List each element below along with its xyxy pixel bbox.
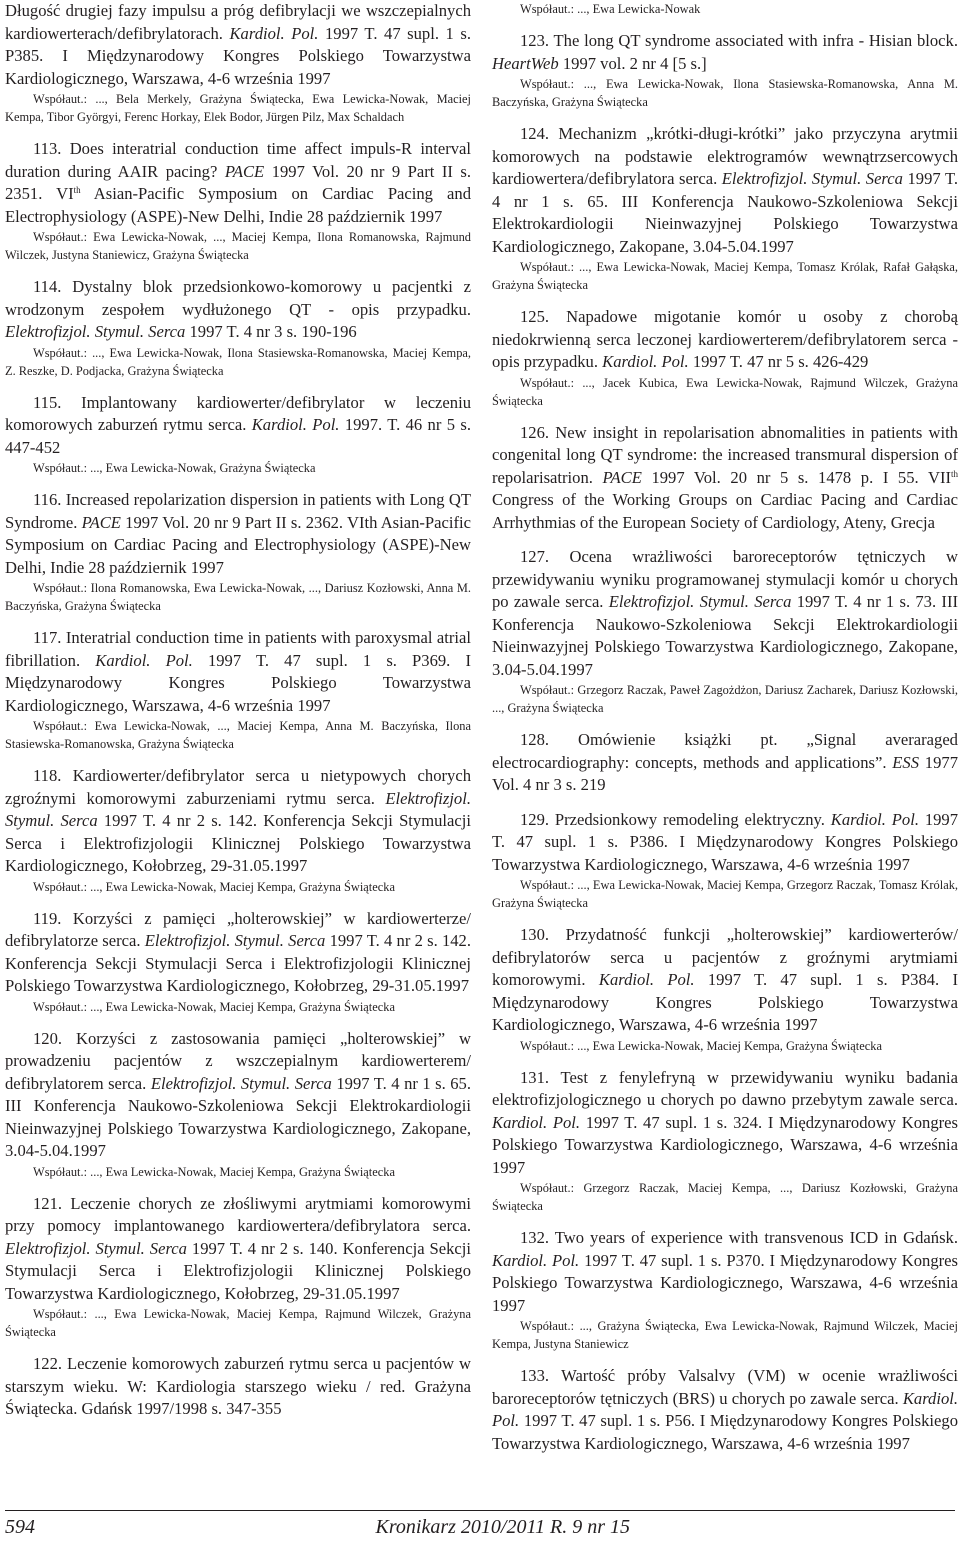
journal-name: Elektrofizjol. Stymul. Serca <box>5 1238 187 1258</box>
entry-details: 1997 T. 4 nr 1 s. 73. III Konferencja Naukowo-Szkoleniowa Sekcji Elektrokardiologii Nieinwazyjnej Polskiego Towarzystwa Kardiologicznego, Zakopane, 3.04-5.04.1997 <box>492 592 958 679</box>
entry-number: 125. <box>520 307 550 326</box>
entry-details: 1997 T. 47 supl. 1 s. P370. I Międzynarodowy Kongres Polskiego Towarzystwa Kardiologicznego, Warszawa, 4-6 września 1997 <box>492 1250 959 1315</box>
entry-title: Does interatrial conduction time affect impuls-R interval duration during AAIR pacing? <box>5 139 471 181</box>
entry-number: 132. <box>520 1228 550 1247</box>
coauthors: Współaut.: ..., Ewa Lewicka-Nowak, Ilona Stasiewska-Romanowska, Maciej Kempa, Z. Reszke, D. Podjacka, Grażyna Świątecka <box>5 345 471 378</box>
journal-name: Kardiol. Pol. <box>602 352 689 371</box>
entry-title: Implantowany kardiowerter/defibrylator w leczeniu komorowych zaburzeń rytmu serca. <box>5 392 471 434</box>
entry-number: 115. <box>33 392 62 412</box>
journal-name: Elektrofizjol. Stymul. Serca <box>608 592 792 611</box>
coauthors: Współaut.: Grzegorz Raczak, Paweł Zagożdżon, Dariusz Zacharek, Dariusz Kozłowski, ..., Grażyna Świątecka <box>492 683 958 715</box>
entry-details: 1997 Vol. 20 nr 9 Part II s. 2351. VI <box>5 161 472 203</box>
coauthors: Współaut.: ..., Ewa Lewicka-Nowak, Maciej Kempa, Grażyna Świątecka <box>33 999 395 1014</box>
entry-number: 118. <box>33 766 62 785</box>
entry-title: Interatrial conduction time in patients with paroxysmal atrial fibrillation. <box>5 628 472 670</box>
entry-details: 1997 T. 47 supl. 1 s. P386. I Międzynarodowy Kongres Polskiego Towarzystwa Kardiologicznego, Warszawa, 4-6 września 1997 <box>492 809 958 874</box>
entry-title: Długość drugiej fazy impulsu a próg defibrylacji we wszczepialnych kardiowerterach/defibrylatorach. <box>5 1 471 43</box>
bibliography-entry-124 <box>492 123 958 294</box>
coauthors: Współaut.: ..., Ewa Lewicka-Nowak, Grażyna Świątecka <box>33 461 316 475</box>
entry-title: Napadowe migotanie komór u osoby z chorobą niedokrwienną serca leczonej kardiowerterem/defibrylatorem serca - opis przypadku. <box>492 307 959 371</box>
right-column <box>492 0 958 1455</box>
bibliography-entry-118 <box>5 765 471 896</box>
bibliography-entry-126 <box>492 422 958 535</box>
entry-details: 1997 Vol. 20 nr 9 Part II s. 2362. VIth Asian-Pacific Symposium on Cardiac Pacing and Electrophysiology (ASPE)-New Delhi, Indie 28 październik 1997 <box>5 512 471 577</box>
journal-name: Kardiol. Pol. <box>830 809 919 829</box>
entry-title: Ocena wrażliwości baroreceptorów tętniczych w przewidywaniu wyniku programowanej stymulacji komór u chorych po zawale serca. <box>492 547 958 611</box>
coauthors: Współaut.: ..., Ewa Lewicka-Nowak, Maciej Kempa, Rajmund Wilczek, Grażyna Świątecka <box>5 1307 471 1339</box>
bibliography-entry-127 <box>492 546 958 717</box>
entry-title: Omówienie książki pt. „Signal averaraged electrocardiography: concepts, methods and applications”. <box>492 730 958 772</box>
entry-title: Two years of experience with transvenous ICD in Gdańsk. <box>554 1228 958 1247</box>
entry-title: Przydatność funkcji „holterowskiej” kardiowerterów/ defibrylatorów serca u pacjentów z groźnymi arytmiami komorowymi. <box>492 925 958 989</box>
entry-details: 1997 T. 4 nr 2 s. 142. Konferencja Sekcji Stymulacji Serca i Elektrofizjologii Klinicznej Polskiego Towarzystwa Kardiologicznego, Kołobrzeg, 29-31.05.1997 <box>5 811 471 875</box>
journal-name: HeartWeb <box>492 53 559 73</box>
journal-name: Kardiol. Pol. <box>598 970 695 989</box>
entry-number: 119. <box>33 908 62 928</box>
entry-title: The long QT syndrome associated with infra - Hisian block. <box>553 31 958 50</box>
entry-details: 1997 T. 47 supl. 1 s. P369. I Międzynarodowy Kongres Polskiego Towarzystwa Kardiologicznego, Warszawa, 4-6 września 1997 <box>5 650 471 715</box>
entry-title: Leczenie komorowych zaburzeń rytmu serca u pacjentów w starszym wieku. W: Kardiologia starszego wieku / red. Grażyna Świątecka. Gdańsk 1997/1998 s. 347-355 <box>5 1354 471 1418</box>
entry-number: 133. <box>520 1366 550 1385</box>
entry-number: 113. <box>33 139 62 158</box>
entry-number: 116. <box>33 490 62 509</box>
entry-title: Dystalny blok przedsionkowo-komorowy u pacjentki z wrodzonym zespołem wydłużonego QT - opis przypadku. <box>5 277 471 319</box>
journal-name: Kardiol. Pol. <box>251 415 340 434</box>
coauthors: Współaut.: Ewa Lewicka-Nowak, ..., Maciej Kempa, Anna M. Baczyńska, Ilona Stasiewska-Romanowska, Grażyna Świątecka <box>5 719 471 751</box>
bibliography-entry-114 <box>5 276 471 380</box>
page-number: 594 <box>5 1516 35 1538</box>
coauthors: Współaut.: ..., Ewa Lewicka-Nowak, Maciej Kempa, Grzegorz Raczak, Tomasz Królak, Grażyna Świątecka <box>492 878 958 910</box>
journal-name: Elektrofizjol. Stymul. Serca <box>150 1073 332 1093</box>
entry-number: 123. <box>520 31 550 50</box>
journal-name: Elektrofizjol. Stymul. Serca <box>5 322 186 341</box>
entry-number: 129. <box>520 809 550 829</box>
footer-divider <box>5 1510 955 1511</box>
bibliography-entry-116 <box>5 489 471 615</box>
entry-number: 130. <box>520 925 550 944</box>
bibliography-entry-117 <box>5 627 471 753</box>
coauthors: Współaut.: Ewa Lewicka-Nowak, ..., Maciej Kempa, Ilona Romanowska, Rajmund Wilczek, Justyna Staniewicz, Grażyna Świątecka <box>5 230 471 262</box>
entry-number: 114. <box>33 277 62 296</box>
bibliography-entry-121 <box>5 1193 471 1342</box>
coauthors: Współaut.: ..., Ewa Lewicka-Nowak, Maciej Kempa, Grażyna Świątecka <box>520 1038 882 1053</box>
bibliography-entry-132 <box>492 1227 958 1353</box>
entry-number: 117. <box>33 628 62 647</box>
entry-number: 128. <box>520 730 550 749</box>
coauthors: Współaut.: ..., Bela Merkely, Grażyna Świątecka, Ewa Lewicka-Nowak, Maciej Kempa, Tibor Györgyi, Ferenc Horkay, Elek Bodor, Jürgen Pilz, Max Schaldach <box>5 92 471 124</box>
coauthors: Współaut.: ..., Grażyna Świątecka, Ewa Lewicka-Nowak, Rajmund Wilczek, Maciej Kempa, Justyna Staniewicz <box>492 1319 958 1351</box>
entry-number: 131. <box>520 1067 550 1087</box>
entry-details: 1997 T. 47 supl. 1 s. P384. I Międzynarodowy Kongres Polskiego Towarzystwa Kardiologicznego, Warszawa, 4-6 września 1997 <box>492 970 959 1034</box>
entry-details: 1997 T. 4 nr 1 s. 65. III Konferencja Naukowo-Szkoleniowa Sekcji Elektrokardiologii Nieinwazyjnej Polskiego Towarzystwa Kardiologicznego, Zakopane, 3.04-5.04.1997 <box>492 169 958 256</box>
entry-number: 121. <box>33 1193 63 1213</box>
entry-number: 120. <box>33 1028 63 1048</box>
journal-name: Kardiol. Pol. <box>492 1112 581 1132</box>
entry-title: Mechanizm „krótki-długi-krótki” jako przyczyna arytmii komorowych na podstawie elektrogramów wewnątrzsercowych kardiowertera/defibrylatora serca. <box>492 124 958 188</box>
entry-number: 122. <box>33 1354 63 1373</box>
entry-details: 1997 T. 4 nr 3 s. 190-196 <box>189 322 357 341</box>
coauthors-entry-122: Współaut.: ..., Ewa Lewicka-Nowak <box>520 2 701 16</box>
entry-number: 126. <box>520 422 550 442</box>
ordinal-suffix: th <box>73 185 81 195</box>
bibliography-entry-125 <box>492 306 958 410</box>
entry-title: Leczenie chorych ze złośliwymi arytmiami komorowymi przy pomocy implantowanego kardiowertera/defibrylatora serca. <box>5 1193 471 1235</box>
entry-details: 1997 vol. 2 nr 4 [5 s.] <box>562 53 707 73</box>
coauthors: Współaut.: ..., Ewa Lewicka-Nowak, Maciej Kempa, Grażyna Świątecka <box>33 879 395 894</box>
entry-details: 1997 T. 4 nr 1 s. 65. III Konferencja Naukowo-Szkoleniowa Sekcji Elektrokardiologii Nieinwazyjnej Polskiego Towarzystwa Kardiologicznego, Zakopane, 3.04-5.04.1997 <box>5 1073 472 1160</box>
bibliography-entry-115 <box>5 392 471 478</box>
entry-number: 127. <box>520 547 550 566</box>
entry-title: Korzyści z pamięci „holterowskiej” w kardiowerterze/ defibrylatorze serca. <box>5 908 471 950</box>
entry-title: Wartość próby Valsalvy (VM) w ocenie wrażliwości baroreceptorów tętniczych (BRS) u chorych po zawale serca. <box>492 1366 958 1408</box>
coauthors: Współaut.: ..., Jacek Kubica, Ewa Lewicka-Nowak, Rajmund Wilczek, Grażyna Świątecka <box>492 375 958 408</box>
bibliography-entry-133 <box>492 1365 958 1455</box>
entry-title: Przedsionkowy remodeling elektryczny. <box>554 809 825 829</box>
journal-name: ESS <box>892 752 920 772</box>
entry-details: 1977 Vol. 4 nr 3 s. 219 <box>492 752 958 794</box>
entry-details: 1997 T. 4 nr 2 s. 140. Konferencja Sekcji Stymulacji Serca i Elektrofizjologii Klinicznej Polskiego Towarzystwa Kardiologicznego, Kołobrzeg, 29-31.05.1997 <box>5 1238 471 1303</box>
entry-title: New insight in repolarisation abnomalities in patients with congenital long QT syndrome: the increased transmural dispersion of repolarisatrion. <box>492 422 958 487</box>
entry-title: Increased repolarization dispersion in patients with Long QT Syndrome. <box>5 490 471 532</box>
entry-details-cont: Asian-Pacific Symposium on Cardiac Pacing and Electrophysiology (ASPE)-New Delhi, Indie 28 październik 1997 <box>5 184 471 226</box>
bibliography-entry-120 <box>5 1028 471 1181</box>
journal-name: Kardiol. Pol. <box>492 1388 958 1430</box>
bibliography-entry-131 <box>492 1067 958 1216</box>
entry-details: 1997 T. 4 nr 2 s. 142. Konferencja Sekcji Stymulacji Serca i Elektrofizjologii Klinicznej Polskiego Towarzystwa Kardiologicznego, Kołobrzeg, 29-31.05.1997 <box>5 931 472 995</box>
entry-title: Korzyści z zastosowania pamięci „holterowskiej” w prowadzeniu pacjentów z wszczepialnym kardiowerterem/ defibrylatorem serca. <box>5 1028 471 1093</box>
journal-name: Kardiol. Pol. <box>229 23 319 43</box>
coauthors: Współaut.: Grzegorz Raczak, Maciej Kempa, ..., Dariusz Kozłowski, Grażyna Świątecka <box>492 1181 958 1213</box>
bibliography-entry-123 <box>492 30 958 111</box>
entry-number: 124. <box>520 124 550 143</box>
journal-issue: Kronikarz 2010/2011 R. 9 nr 15 <box>375 1516 630 1538</box>
journal-name: PACE <box>602 467 642 487</box>
entry-details-cont: Congress of the Working Groups on Cardiac Pacing and Cardiac Arrhythmias of the European Society of Cardiology, Ateny, Grecja <box>492 490 958 532</box>
entry-details: 1997 T. 47 nr 5 s. 426-429 <box>692 352 869 371</box>
coauthors: Współaut.: ..., Ewa Lewicka-Nowak, Maciej Kempa, Grażyna Świątecka <box>33 1164 395 1179</box>
journal-name: Kardiol. Pol. <box>492 1250 580 1270</box>
bibliography-entry-129 <box>492 809 958 913</box>
bibliography-entry-128 <box>492 729 958 797</box>
entry-title: Kardiowerter/defibrylator serca u nietypowych chorych zgroźnymi komorowymi zaburzeniami rytmu serca. <box>5 766 471 808</box>
journal-name: Elektrofizjol. Stymul. Serca <box>721 169 903 188</box>
journal-name: Elektrofizjol. Stymul. Serca <box>144 931 326 950</box>
coauthors: Współaut.: ..., Ewa Lewicka-Nowak, Maciej Kempa, Tomasz Królak, Rafał Gałąska, Grażyna Świątecka <box>492 260 958 292</box>
bibliography-entry-113 <box>5 138 471 264</box>
entry-details: 1997 T. 47 supl. 1 s. P385. I Międzynarodowy Kongres Polskiego Towarzystwa Kardiologicznego, Warszawa, 4-6 września 1997 <box>5 23 471 88</box>
entry-details: 1997. T. 46 nr 5 s. 447-452 <box>5 415 471 457</box>
left-column <box>5 0 471 1421</box>
bibliography-entry-112 <box>5 0 471 126</box>
bibliography-entry-130 <box>492 924 958 1055</box>
entry-details: 1997 T. 47 supl. 1 s. P56. I Międzynarodowy Kongres Polskiego Towarzystwa Kardiologicznego, Warszawa, 4-6 września 1997 <box>492 1411 958 1453</box>
bibliography-entry-119 <box>5 908 471 1016</box>
journal-name: Kardiol. Pol. <box>95 650 193 670</box>
coauthors: Współaut.: Ilona Romanowska, Ewa Lewicka-Nowak, ..., Dariusz Kozłowski, Anna M. Baczyńska, Grażyna Świątecka <box>5 581 471 613</box>
journal-name: PACE <box>224 161 265 181</box>
ordinal-suffix: th <box>951 468 959 479</box>
journal-name: Elektrofizjol. Stymul. Serca <box>5 788 471 830</box>
bibliography-entry-122 <box>5 1353 471 1421</box>
coauthors: Współaut.: ..., Ewa Lewicka-Nowak, Ilona Stasiewska-Romanowska, Anna M. Baczyńska, Grażyna Świątecka <box>492 77 958 109</box>
entry-title: Test z fenylefryną w przewidywaniu wyniku badania elektrofizjologicznego u chorych po dawno przebytym zawale serca. <box>492 1067 958 1109</box>
entry-details: 1997 Vol. 20 nr 5 s. 1478 p. I 55. VII <box>651 467 951 487</box>
journal-name: PACE <box>81 512 121 532</box>
entry-details: 1997 T. 47 supl. 1 s. 324. I Międzynarodowy Kongres Polskiego Towarzystwa Kardiologicznego, Warszawa, 4-6 września 1997 <box>492 1112 958 1177</box>
